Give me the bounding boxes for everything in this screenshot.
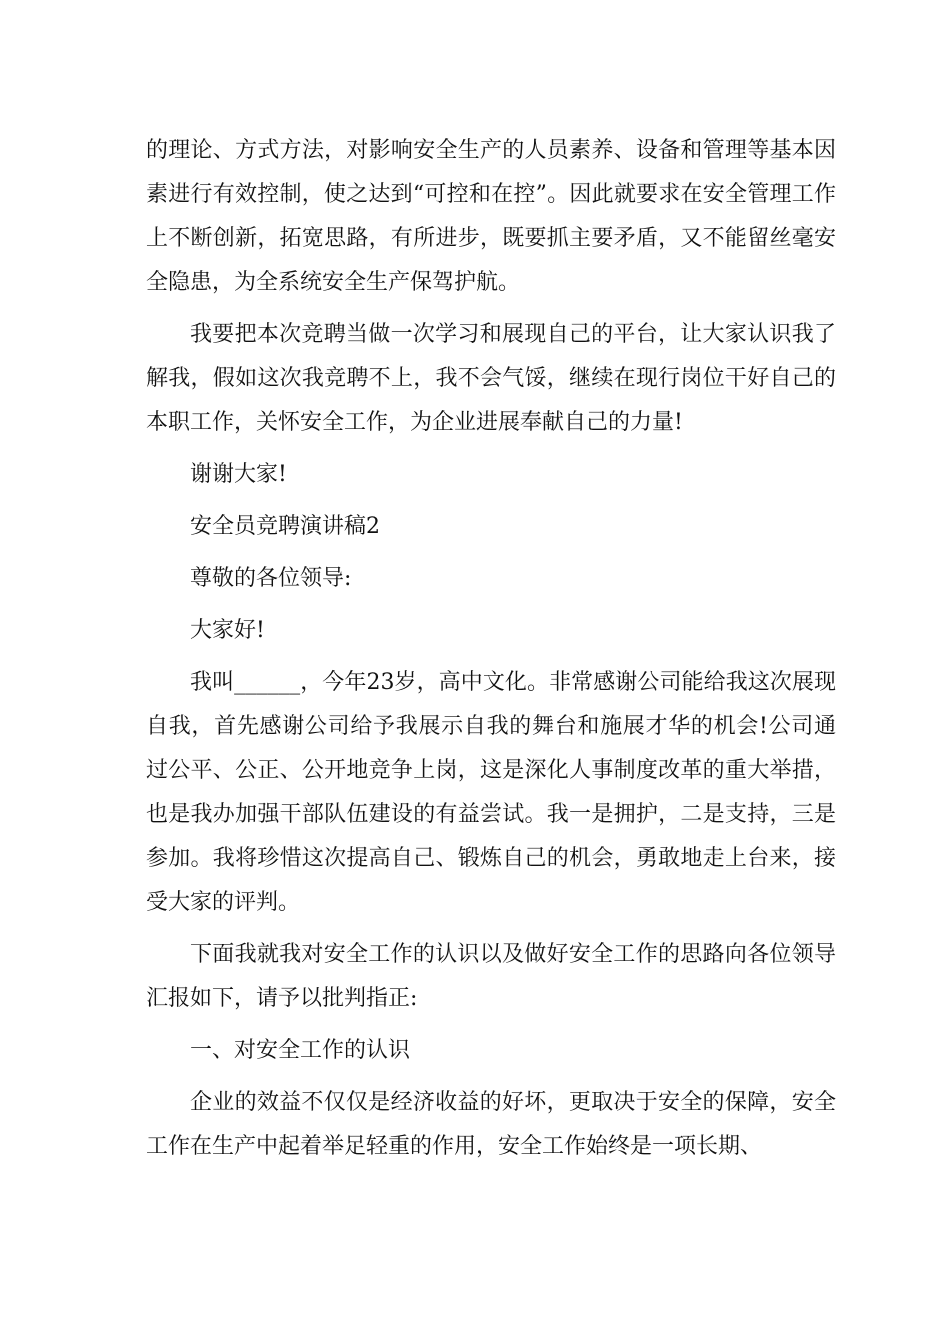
document-body bbox=[146, 129, 836, 1169]
paragraph-thanks: 谢谢大家! bbox=[190, 462, 287, 487]
salutation: 尊敬的各位领导: bbox=[190, 566, 352, 591]
paragraph-enterprise-benefit: 企业的效益不仅仅是经济收益的好坏，更取决于安全的保障，安全工作在生产中起着举足轻重的作用，安全工作始终是一项长期、 bbox=[146, 1090, 836, 1159]
paragraph-report-intro: 下面我就我对安全工作的认识以及做好安全工作的思路向各位领导汇报如下，请予以批判指正: bbox=[146, 942, 836, 1011]
section-title-speech-2: 安全员竞聘演讲稿2 bbox=[190, 514, 380, 539]
heading-safety-understanding: 一、对安全工作的认识 bbox=[190, 1038, 411, 1063]
paragraph-self-introduction: 我叫______，今年23岁，高中文化。非常感谢公司能给我这次展现自我，首先感谢公司给予我展示自我的舞台和施展才华的机会!公司通过公平、公正、公开地竞争上岗，这是深化人事制度改革的重大举措，也是我办加强干部队伍建设的有益尝试。我一是拥护，二是支持，三是参加。我将珍惜这次提高自己、锻炼自己的机会，勇敢地走上台来，接受大家的评判。 bbox=[146, 670, 836, 915]
greeting: 大家好! bbox=[190, 618, 265, 643]
paragraph-competition-platform: 我要把本次竞聘当做一次学习和展现自己的平台，让大家认识我了解我，假如这次我竞聘不上，我不会气馁，继续在现行岗位干好自己的本职工作，关怀安全工作，为企业进展奉献自己的力量! bbox=[146, 322, 836, 435]
paragraph-continuation: 的理论、方式方法，对影响安全生产的人员素养、设备和管理等基本因素进行有效控制，使之达到“可控和在控”。因此就要求在安全管理工作上不断创新，拓宽思路，有所进步，既要抓主要矛盾，又不能留丝毫安全隐患，为全系统安全生产保驾护航。 bbox=[146, 138, 836, 295]
